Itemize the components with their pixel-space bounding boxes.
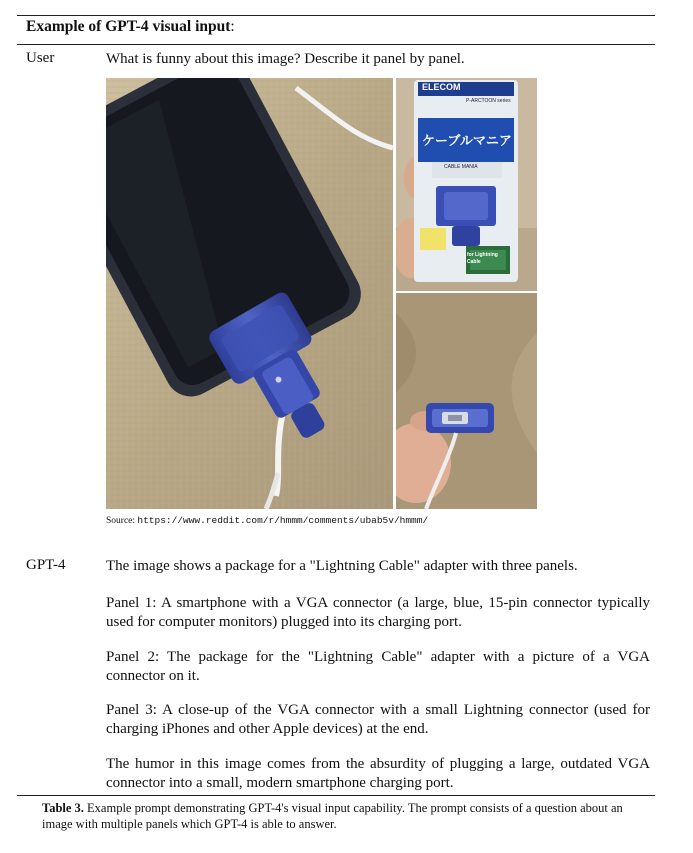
gpt4-role-label: GPT-4 xyxy=(26,557,66,573)
panel-3-photo xyxy=(396,293,537,509)
caption-label: Table 3. xyxy=(42,801,84,815)
package-title: ケーブルマニア xyxy=(422,134,512,149)
package-subtitle: CABLE MANIA xyxy=(444,164,478,170)
user-role-label: User xyxy=(26,50,55,66)
panel-2-photo xyxy=(396,78,537,291)
table-caption xyxy=(42,800,654,832)
answer-paragraph-3: Panel 2: The package for the "Lightning Cable" adapter with a picture of a VGA connector on it. xyxy=(106,649,650,684)
package-label: for Lightning Cable xyxy=(467,252,498,265)
user-prompt: What is funny about this image? Describe it panel by panel. xyxy=(106,51,465,67)
source-url: https://www.reddit.com/r/hmmm/comments/ubab5v/hmmm/ xyxy=(137,515,429,526)
caption-text: Example prompt demonstrating GPT-4's visual input capability. The prompt consists of a question about an image with multiple panels which GPT-4 is able to answer. xyxy=(42,801,623,831)
bottom-rule xyxy=(17,795,655,796)
top-rule xyxy=(17,15,655,16)
answer-paragraph-1: The image shows a package for a "Lightning Cable" adapter with three panels. xyxy=(106,558,578,574)
package-series: P-ARCTOON series xyxy=(466,98,511,104)
answer-paragraph-5: The humor in this image comes from the absurdity of plugging a large, outdated VGA connector into a small, modern smartphone charging port. xyxy=(106,756,650,791)
panel-1-photo xyxy=(106,78,393,509)
example-heading: Example of GPT-4 visual input: xyxy=(26,18,235,35)
image-source: Source: https://www.reddit.com/r/hmmm/comments/ubab5v/hmmm/ xyxy=(106,515,429,526)
answer-paragraph-2: Panel 1: A smartphone with a VGA connector (a large, blue, 15-pin connector typically used for computer monitors) plugged into its charging port. xyxy=(106,595,650,630)
heading-rule xyxy=(17,44,655,45)
package-brand: ELECOM xyxy=(422,82,461,92)
answer-paragraph-4: Panel 3: A close-up of the VGA connector with a small Lightning connector (used for charging iPhones and other Apple devices) at the end. xyxy=(106,702,650,737)
